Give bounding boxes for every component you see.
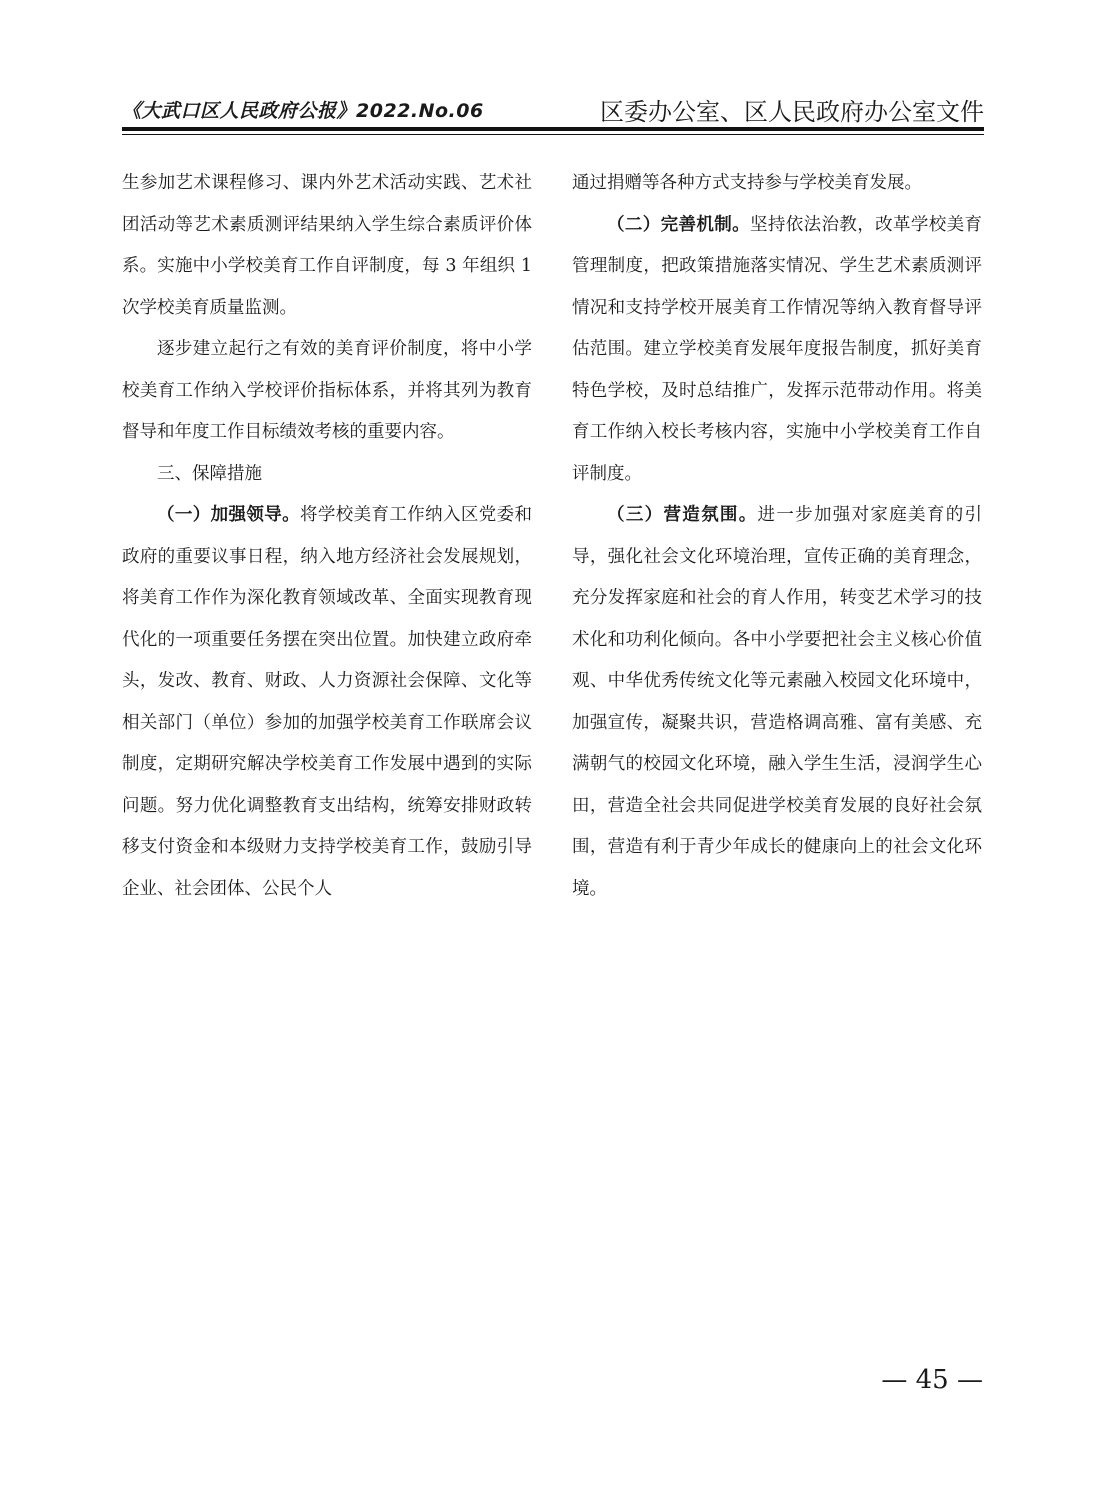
page-header bbox=[122, 92, 984, 126]
section-heading: 三、保障措施 bbox=[157, 463, 262, 484]
paragraph bbox=[572, 205, 982, 496]
paragraph: 逐步建立起行之有效的美育评价制度，将中小学校美育工作纳入学校评价指标体系，并将其列为教育督导和年度工作目标绩效考核的重要内容。 bbox=[122, 339, 532, 442]
paragraph bbox=[122, 495, 532, 910]
paragraph-lead: （二）完善机制。 bbox=[607, 214, 750, 235]
paragraph bbox=[572, 495, 982, 910]
page-number: — 45 — bbox=[881, 1365, 983, 1395]
left-column bbox=[122, 163, 532, 910]
paragraph-body: 坚持依法治教，改革学校美育管理制度，把政策措施落实情况、学生艺术素质测评情况和支持学校开展美育工作情况等纳入教育督导评估范围。建立学校美育发展年度报告制度，抓好美育特色学校，及时总结推广，发挥示范带动作用。将美育工作纳入校长考核内容，实施中小学校美育工作自评制度。 bbox=[572, 214, 982, 484]
header-rule-thick bbox=[122, 127, 984, 131]
header-rule-thin bbox=[122, 134, 984, 135]
paragraph-lead: （一）加强领导。 bbox=[157, 505, 300, 525]
section-title: 区委办公室、区人民政府办公室文件 bbox=[600, 98, 984, 126]
paragraph-body: 将学校美育工作纳入区党委和政府的重要议事日程，纳入地方经济社会发展规划，将美育工作作为深化教育领域改革、全面实现教育现代化的一项重要任务摆在突出位置。加快建立政府牵头，发改、教育、财政、人力资源社会保障、文化等相关部门（单位）参加的加强学校美育工作联席会议制度，定期研究解决学校美育工作发展中遇到的实际问题。努力优化调整教育支出结构，统筹安排财政转移支付资金和本级财力支持学校美育工作，鼓励引导企业、社会团体、公民个人 bbox=[122, 505, 532, 899]
right-column bbox=[572, 163, 982, 910]
paragraph: 生参加艺术课程修习、课内外艺术活动实践、艺术社团活动等艺术素质测评结果纳入学生综合素质评价体系。实施中小学校美育工作自评制度，每 3 年组织 1 次学校美育质量监测。 bbox=[122, 173, 532, 318]
paragraph-body: 进一步加强对家庭美育的引导，强化社会文化环境治理，宣传正确的美育理念，充分发挥家庭和社会的育人作用，转变艺术学习的技术化和功利化倾向。各中小学要把社会主义核心价值观、中华优秀传统文化等元素融入校园文化环境中，加强宣传，凝聚共识，营造格调高雅、富有美感、充满朝气的校园文化环境，融入学生生活，浸润学生心田，营造全社会共同促进学校美育发展的良好社会氛围，营造有利于青少年成长的健康向上的社会文化环境。 bbox=[572, 505, 983, 899]
journal-title: 《大武口区人民政府公报》2022.No.06 bbox=[122, 100, 484, 122]
paragraph: 通过捐赠等各种方式支持参与学校美育发展。 bbox=[572, 173, 922, 193]
paragraph-lead: （三）营造氛围。 bbox=[607, 505, 758, 525]
